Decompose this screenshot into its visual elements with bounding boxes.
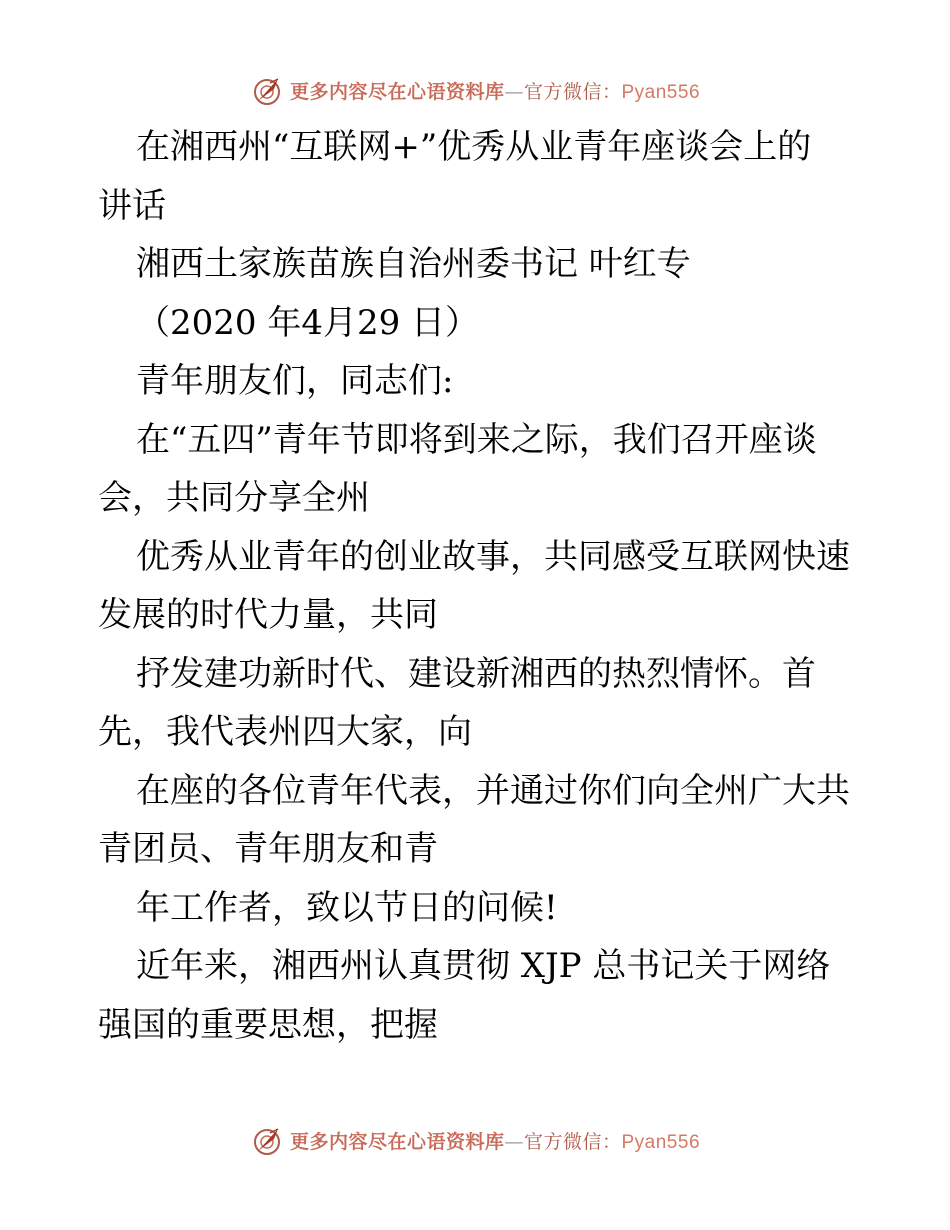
body-line: 在湘西州“互联网+”优秀从业青年座谈会上的 <box>136 127 812 167</box>
body-line: 优秀从业青年的创业故事，共同感受互联网快速 <box>136 536 850 577</box>
body-line: 讲话 <box>98 185 166 226</box>
brand-name: 更多内容尽在心语资料库 <box>289 80 505 103</box>
author-line: 湘西土家族苗族自治州委书记 叶红专 <box>136 244 691 284</box>
body-line: 在“五四”青年节即将到来之际，我们召开座谈 <box>136 419 817 460</box>
quill-logo-icon <box>250 1123 284 1157</box>
wechat-label: 官方微信： <box>523 1130 622 1153</box>
header-banner-text <box>290 77 700 104</box>
quill-logo-icon <box>250 73 284 107</box>
body-line: 抒发建功新时代、建设新湘西的热烈情怀。首 <box>136 653 816 694</box>
header-banner-inner <box>250 73 700 107</box>
body-line: 会，共同分享全州 <box>98 478 370 518</box>
body-line: 强国的重要思想，把握 <box>98 1004 438 1045</box>
body-line: 青团员、青年朋友和青 <box>98 829 438 869</box>
header-banner <box>0 70 950 110</box>
brand-name: 更多内容尽在心语资料库 <box>289 1130 505 1153</box>
body-line: 年工作者，致以节日的问候! <box>136 887 558 928</box>
date-line: （2020 年4月29 日） <box>136 302 480 343</box>
wechat-id: Pyan556 <box>621 1131 701 1153</box>
body-line: 近年来，湘西州认真贯彻 XJP 总书记关于网络 <box>136 946 831 986</box>
wechat-label: 官方微信： <box>523 80 622 103</box>
banner-separator: — <box>504 1130 524 1153</box>
footer-banner-inner <box>250 1123 700 1157</box>
salutation-line: 青年朋友们，同志们: <box>136 361 454 401</box>
footer-banner-text <box>290 1127 700 1154</box>
body-line: 在座的各位青年代表，并通过你们向全州广大共 <box>136 770 850 811</box>
body-line: 先，我代表州四大家，向 <box>98 712 472 752</box>
wechat-id: Pyan556 <box>621 81 701 103</box>
document-body <box>98 118 858 1054</box>
banner-separator: — <box>504 80 524 103</box>
body-line: 发展的时代力量，共同 <box>98 595 438 635</box>
footer-banner <box>0 1120 950 1160</box>
